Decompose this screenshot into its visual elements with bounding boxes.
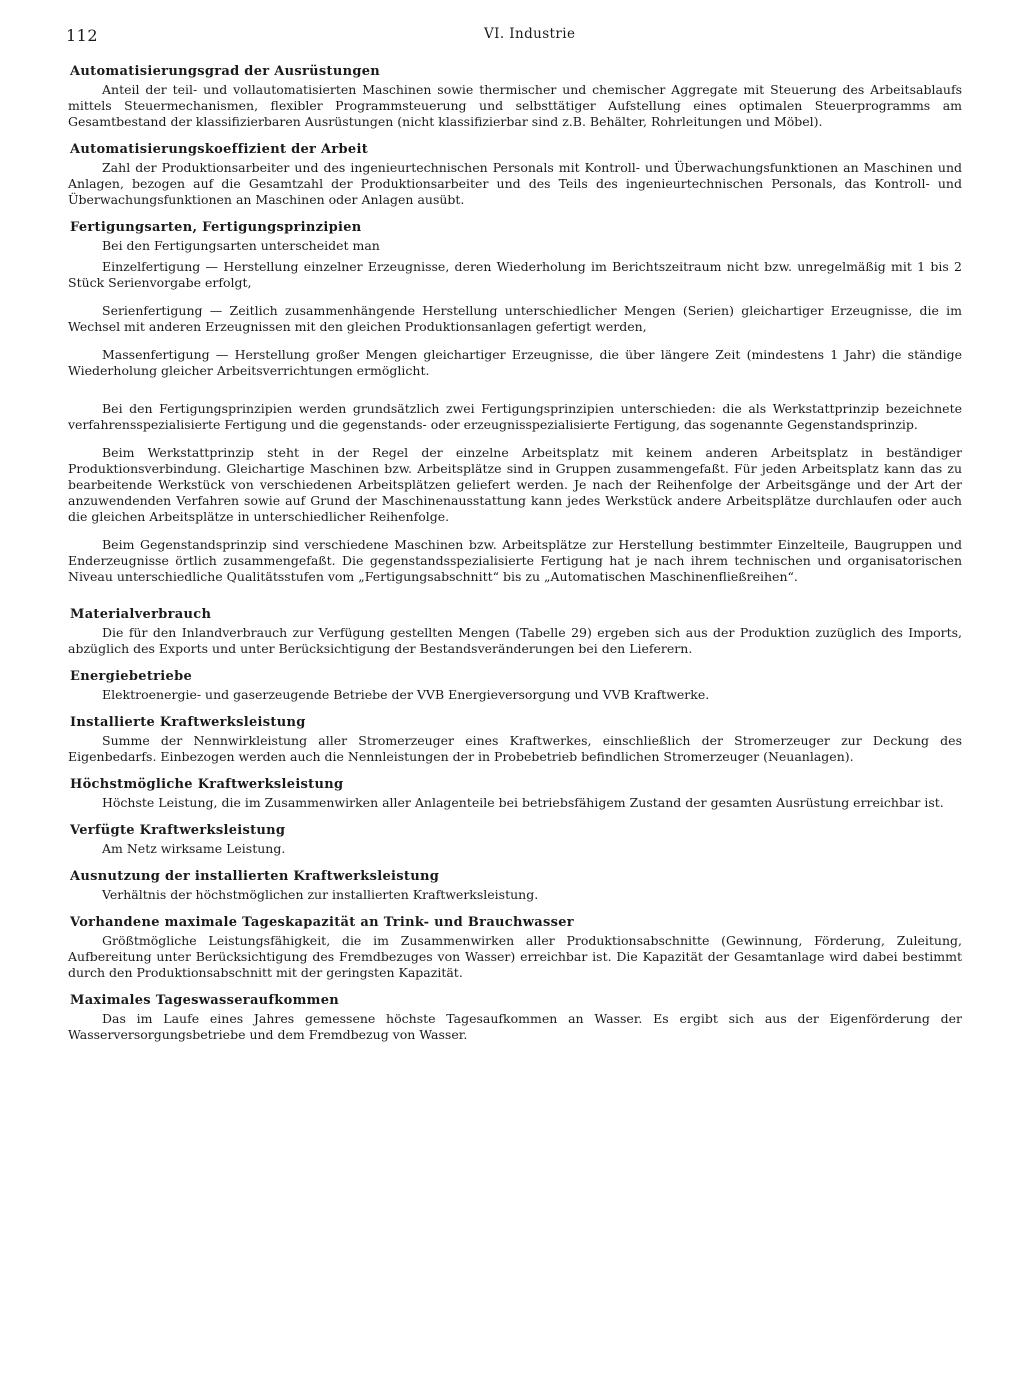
section-ausnutzung-kraftwerksleistung xyxy=(68,869,962,903)
intro-text: Bei den Fertigungsarten unterscheidet man xyxy=(102,238,380,253)
section-verfuegte-kraftwerksleistung xyxy=(68,823,962,857)
section-heading: Vorhandene maximale Tageskapazität an Trink- und Brauchwasser xyxy=(70,915,574,930)
section-heading: Ausnutzung der installierten Kraftwerksleistung xyxy=(70,869,440,884)
section-heading: Höchstmögliche Kraftwerksleistung xyxy=(70,777,344,792)
section-automatisierungsgrad xyxy=(68,64,962,130)
paragraph: Das im Laufe eines Jahres gemessene höchste Tagesaufkommen an Wasser. Es ergibt sich aus der Eigenförderung der Wasserversorgungsbetriebe und dem Fremdbezug von Wasser. xyxy=(68,1011,962,1042)
section-heading: Fertigungsarten, Fertigungsprinzipien xyxy=(70,220,362,235)
section-energiebetriebe xyxy=(68,669,962,703)
page-body xyxy=(68,64,962,1043)
section-automatisierungskoeffizient xyxy=(68,142,962,208)
section-heading: Energiebetriebe xyxy=(70,669,193,684)
paragraph: Beim Gegenstandsprinzip sind verschiedene Maschinen bzw. Arbeitsplätze zur Herstellung bestimmter Einzelteile, Baugruppen und Enderzeugnisse örtlich zusammengefaßt. Die gegenstandsspezialisierte Fertigung hat je nach ihrem technischen und organisatorischen Niveau unterschiedliche Qualitätsstufen vom „Fertigungsabschnitt“ bis zu „Automatischen Maschinenfließreihen“. xyxy=(68,537,962,584)
paragraph: Bei den Fertigungsprinzipien werden grundsätzlich zwei Fertigungsprinzipien unterschieden: die als Werkstattprinzip bezeichnete verfahrensspezialisierte Fertigung und die gegenstands- oder erzeugnisspezialisierte Fertigung, das sogenannte Gegenstandsprinzip. xyxy=(68,401,962,432)
paragraph: Am Netz wirksame Leistung. xyxy=(102,841,286,856)
definition-einzelfertigung: Einzelfertigung — Herstellung einzelner Erzeugnisse, deren Wiederholung im Berichtszeitraum nicht bzw. unregelmäßig mit 1 bis 2 Stück Serienvorgabe erfolgt, xyxy=(68,259,962,290)
definition-massenfertigung: Massenfertigung — Herstellung großer Mengen gleichartiger Erzeugnisse, die über längere Zeit (mindestens 1 Jahr) die ständige Wiederholung gleicher Arbeitsverrichtungen ermöglicht. xyxy=(68,347,962,378)
section-heading: Materialverbrauch xyxy=(70,607,212,622)
paragraph: Höchste Leistung, die im Zusammenwirken aller Anlagenteile bei betriebsfähigem Zustand der gesamten Ausrüstung erreichbar ist. xyxy=(102,795,944,810)
paragraph: Summe der Nennwirkleistung aller Stromerzeuger eines Kraftwerkes, einschließlich der Stromerzeuger zur Deckung des Eigenbedarfs. Einbezogen werden auch die Nennleistungen der in Probebetrieb befindlichen Stromerzeuger (Neuanlagen). xyxy=(68,733,962,764)
paragraph: Beim Werkstattprinzip steht in der Regel der einzelne Arbeitsplatz mit keinem anderen Arbeitsplatz in beständiger Produktionsverbindung. Gleichartige Maschinen bzw. Arbeitsplätze sind in Gruppen zusammengefaßt. Für jeden Arbeitsplatz kann das zu bearbeitende Werkstück von verschiedenen Arbeitsplätzen geliefert werden. Je nach der Reihenfolge der Arbeitsgänge und der Art der anzuwendenden Verfahren sowie auf Grund der Maschinenausstattung kann jedes Werkstück andere Arbeitsplätze durchlaufen oder auch die gleichen Arbeitsplätze in unterschiedlicher Reihenfolge. xyxy=(68,445,962,524)
definition-serienfertigung: Serienfertigung — Zeitlich zusammenhängende Herstellung unterschiedlicher Mengen (Serien) gleichartiger Erzeugnisse, die im Wechsel mit anderen Erzeugnissen mit den gleichen Produktionsanlagen gefertigt werden, xyxy=(68,303,962,334)
running-head: VI. Industrie xyxy=(484,26,576,42)
paragraph: Zahl der Produktionsarbeiter und des ingenieurtechnischen Personals mit Kontroll- und Überwachungsfunktionen an Maschinen und Anlagen, bezogen auf die Gesamtzahl der Produktionsarbeiter und des Teils des ingenieurtechnischen Personals, das Kontroll- und Überwachungsfunktionen an Maschinen oder Anlagen ausübt. xyxy=(68,160,962,207)
section-heading: Verfügte Kraftwerksleistung xyxy=(70,823,286,838)
section-fertigungsarten xyxy=(68,220,962,585)
section-tageswasseraufkommen xyxy=(68,993,962,1043)
paragraph: Elektroenergie- und gaserzeugende Betriebe der VVB Energieversorgung und VVB Kraftwerke. xyxy=(102,687,710,702)
section-heading: Automatisierungskoeffizient der Arbeit xyxy=(70,142,369,157)
section-heading: Maximales Tageswasseraufkommen xyxy=(70,993,340,1008)
paragraph: Die für den Inlandverbrauch zur Verfügung gestellten Mengen (Tabelle 29) ergeben sich aus der Produktion zuzüglich des Imports, abzüglich des Exports und unter Berücksichtigung der Bestandsveränderungen bei den Lieferern. xyxy=(68,625,962,656)
section-installierte-kraftwerksleistung xyxy=(68,715,962,765)
section-materialverbrauch xyxy=(68,607,962,657)
paragraph: Verhältnis der höchstmöglichen zur installierten Kraftwerksleistung. xyxy=(102,887,539,902)
page-number: 112 xyxy=(66,26,99,45)
section-hoechstmoegliche-kraftwerksleistung xyxy=(68,777,962,811)
section-heading: Installierte Kraftwerksleistung xyxy=(70,715,306,730)
paragraph: Größtmögliche Leistungsfähigkeit, die im Zusammenwirken aller Produktionsabschnitte (Gewinnung, Förderung, Zuleitung, Aufbereitung unter Berücksichtigung des Fremdbezuges von Wasser) erreichbar ist. Die Kapazität der Gesamtanlage wird dabei bestimmt durch den Produktionsabschnitt mit der geringsten Kapazität. xyxy=(68,933,962,980)
paragraph: Anteil der teil- und vollautomatisierten Maschinen sowie thermischer und chemischer Aggregate mit Steuerung des Arbeitsablaufs mittels Steuermechanismen, flexibler Programmsteuerung und selbsttätiger Aufstellung eines optimalen Steuerprogramms am Gesamtbestand der klassifizierbaren Ausrüstungen (nicht klassifizierbar sind z.B. Behälter, Rohrleitungen und Möbel). xyxy=(68,82,962,129)
section-tageskapazitaet-wasser xyxy=(68,915,962,981)
section-heading: Automatisierungsgrad der Ausrüstungen xyxy=(70,64,381,79)
